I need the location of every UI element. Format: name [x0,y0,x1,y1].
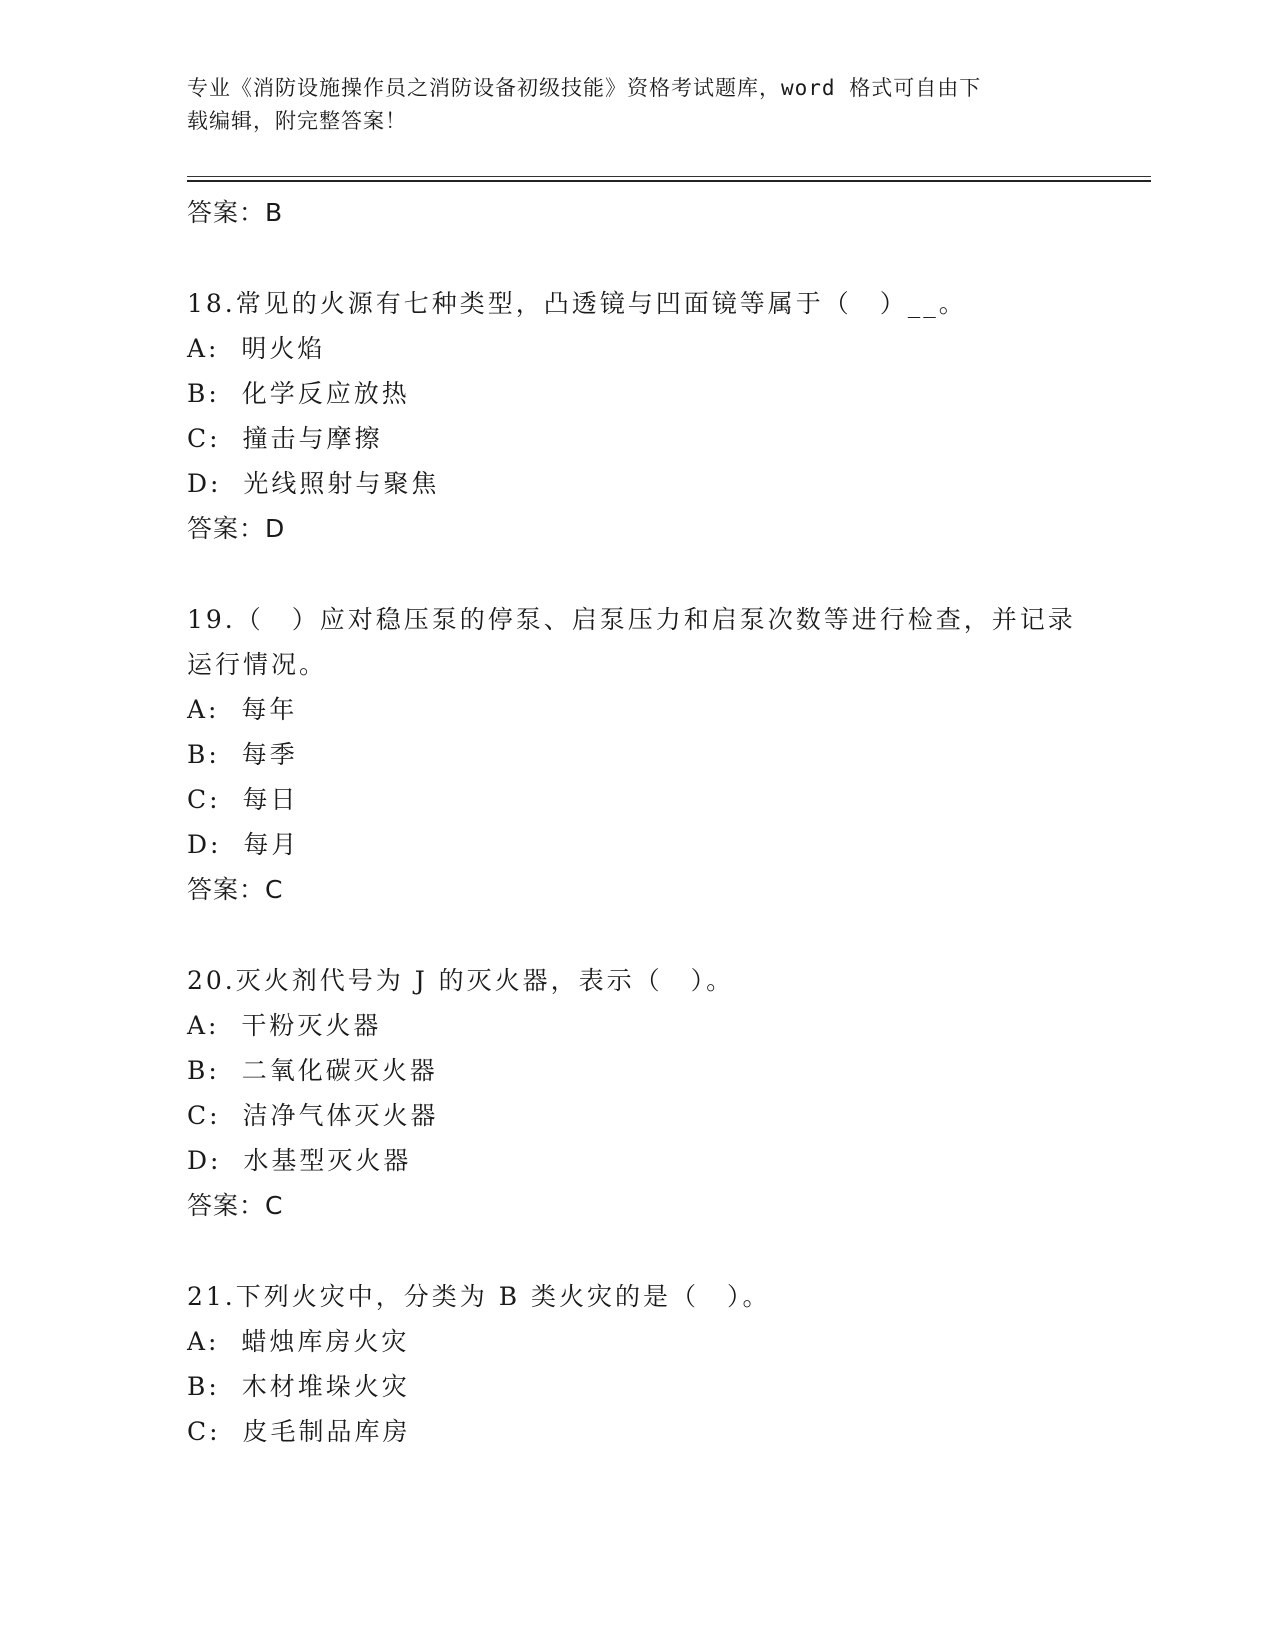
option-b: B: 木材堆垛火灾 [187,1372,410,1401]
option-a: A: 干粉灭火器 [187,1011,382,1040]
question-block-21 [187,1274,1087,1454]
option-d: D: 光线照射与聚焦 [187,469,440,498]
option-c: C: 撞击与摩擦 [187,424,383,453]
question-block-20 [187,958,1087,1228]
option-a: A: 每年 [187,695,298,724]
question-text: 18.常见的火源有七种类型，凸透镜与凹面镜等属于（ ）__。 [187,289,967,318]
option-d: D: 每月 [187,830,300,859]
question-text: 21.下列火灾中，分类为 B 类火灾的是（ ）。 [187,1282,771,1311]
answer: 答案：C [187,875,284,904]
answer: 答案：D [187,514,286,543]
option-b: B: 每季 [187,740,298,769]
answer-previous: 答案：B [187,198,284,227]
answer: 答案：C [187,1191,284,1220]
header-line-1: 专业《消防设施操作员之消防设备初级技能》资格考试题库，word 格式可自由下 [187,76,982,100]
question-block-19 [187,597,1087,912]
option-a: A: 蜡烛库房火灾 [187,1327,410,1356]
header-rule-thin [187,176,1151,177]
option-d: D: 水基型灭火器 [187,1146,412,1175]
option-c: C: 皮毛制品库房 [187,1417,411,1446]
question-text: 19.（ ）应对稳压泵的停泵、启泵压力和启泵次数等进行检查，并记录运行情况。 [187,605,1076,679]
option-c: C: 洁净气体灭火器 [187,1101,439,1130]
question-text: 20.灭火剂代号为 J 的灭火器，表示（ ）。 [187,966,735,995]
question-list [187,190,1087,1454]
option-b: B: 二氧化碳灭火器 [187,1056,438,1085]
option-a: A: 明火焰 [187,334,326,363]
option-b: B: 化学反应放热 [187,379,410,408]
header-rule-thick [187,180,1151,182]
document-header [187,72,1067,138]
header-line-2: 载编辑，附完整答案！ [187,109,407,133]
option-c: C: 每日 [187,785,299,814]
question-block-18 [187,281,1087,551]
